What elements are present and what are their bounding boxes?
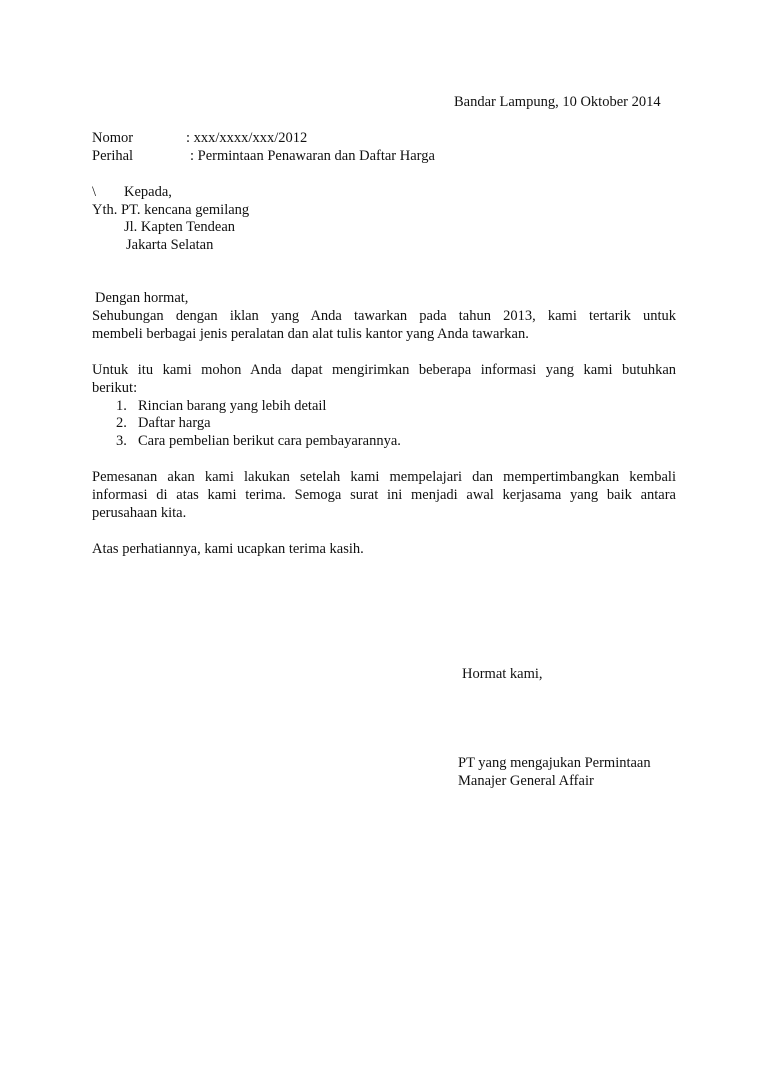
paragraph-2-line-1: Untuk itu kami mohon Anda dapat mengirimkan beberapa informasi yang kami butuhkan [92, 362, 676, 378]
recipient-street: Jl. Kapten Tendean [124, 219, 236, 235]
letter-place-date: Bandar Lampung, 10 Oktober 2014 [454, 94, 661, 110]
closing-thanks: Atas perhatiannya, kami ucapkan terima kasih. [92, 541, 364, 557]
recipient-name: Yth. PT. kencana gemilang [92, 202, 250, 218]
closing-salutation: Hormat kami, [462, 666, 543, 682]
paragraph-3-line-3: perusahaan kita. [92, 505, 187, 521]
nomor-value: : xxx/xxxx/xxx/2012 [186, 130, 308, 146]
list-item-text: Daftar harga [138, 415, 211, 431]
perihal-value: : Permintaan Penawaran dan Daftar Harga [190, 148, 435, 164]
greeting: Dengan hormat, [95, 290, 189, 306]
list-item-number: 3. [116, 433, 127, 449]
paragraph-3-line-1: Pemesanan akan kami lakukan setelah kami mempelajari dan mempertimbangkan kembali [92, 469, 676, 485]
signer-title: Manajer General Affair [458, 773, 594, 789]
list-item-text: Cara pembelian berikut cara pembayarannya. [138, 433, 401, 449]
nomor-label: Nomor [92, 130, 134, 146]
paragraph-3-line-2: informasi di atas kami terima. Semoga surat ini menjadi awal kerjasama yang baik antara [92, 487, 676, 503]
perihal-label: Perihal [92, 148, 134, 164]
recipient-city: Jakarta Selatan [126, 237, 214, 253]
list-item [116, 397, 326, 415]
backslash-mark: \ [92, 184, 97, 200]
signer-company: PT yang mengajukan Permintaan [458, 755, 651, 771]
list-item [116, 432, 401, 450]
list-item-number: 1. [116, 398, 127, 414]
paragraph-1-line-1: Sehubungan dengan iklan yang Anda tawarkan pada tahun 2013, kami tertarik untuk [92, 308, 676, 324]
paragraph-2-line-2: berikut: [92, 380, 138, 396]
list-item-number: 2. [116, 415, 127, 431]
paragraph-1-line-2: membeli berbagai jenis peralatan dan alat tulis kantor yang Anda tawarkan. [92, 326, 529, 342]
list-item [116, 414, 211, 432]
kepada-label: Kepada, [124, 184, 172, 200]
list-item-text: Rincian barang yang lebih detail [138, 398, 327, 414]
